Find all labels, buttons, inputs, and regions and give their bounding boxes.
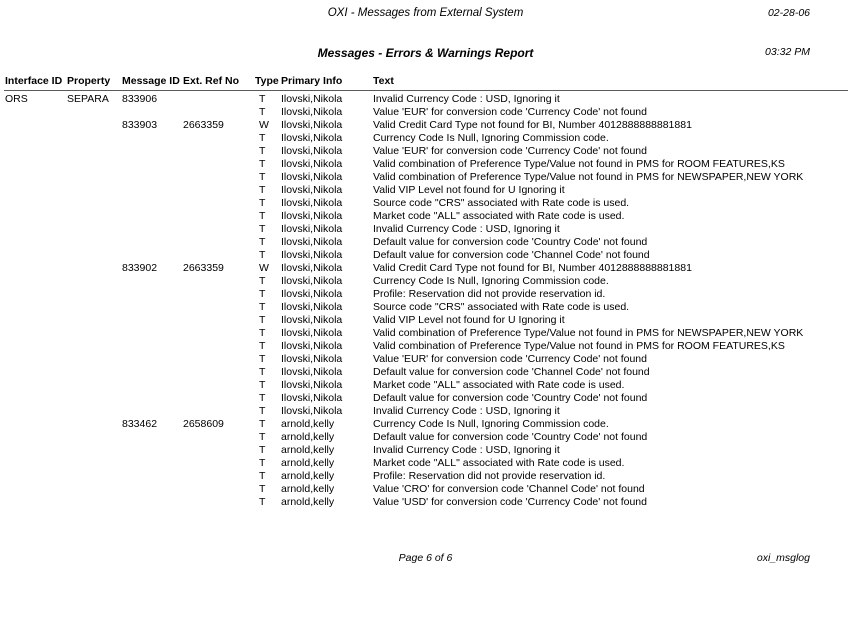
cell-type: T [259,483,266,495]
cell-text: Valid combination of Preference Type/Value not found in PMS for ROOM FEATURES,KS [373,340,785,352]
cell-primary-info: arnold,kelly [281,470,335,482]
cell-text: Profile: Reservation did not provide reservation id. [373,470,606,482]
table-row [0,418,851,431]
cell-text: Value 'EUR' for conversion code 'Currency Code' not found [373,353,647,365]
cell-type: W [259,119,269,131]
table-row [0,392,851,405]
table-row [0,405,851,418]
cell-text: Default value for conversion code 'Channel Code' not found [373,366,650,378]
table-row [0,197,851,210]
cell-primary-info: Ilovski,Nikola [281,223,343,235]
cell-primary-info: Ilovski,Nikola [281,197,343,209]
table-row [0,223,851,236]
column-header-property: Property [67,75,111,87]
cell-text: Value 'USD' for conversion code 'Currency Code' not found [373,496,647,508]
messages-table [0,75,851,509]
cell-type: T [259,288,266,300]
column-header-interface-id: Interface ID [5,75,63,87]
report-time: 03:32 PM [765,46,810,58]
cell-text: Value 'CRO' for conversion code 'Channel Code' not found [373,483,645,495]
cell-type: T [259,457,266,469]
cell-primary-info: Ilovski,Nikola [281,288,343,300]
cell-text: Valid Credit Card Type not found for BI, Number 4012888888881881 [373,262,692,274]
cell-type: W [259,262,269,274]
cell-text: Source code "CRS" associated with Rate code is used. [373,197,630,209]
cell-primary-info: Ilovski,Nikola [281,236,343,248]
cell-type: T [259,431,266,443]
table-row [0,106,851,119]
column-header-text: Text [373,75,394,87]
cell-primary-info: Ilovski,Nikola [281,184,343,196]
cell-type: T [259,340,266,352]
cell-text: Value 'EUR' for conversion code 'Currency Code' not found [373,106,647,118]
table-row [0,145,851,158]
header-divider [4,90,848,91]
cell-primary-info: Ilovski,Nikola [281,340,343,352]
cell-text: Profile: Reservation did not provide reservation id. [373,288,606,300]
cell-primary-info: Ilovski,Nikola [281,262,343,274]
table-row [0,340,851,353]
cell-type: T [259,106,266,118]
cell-type: T [259,93,266,105]
cell-primary-info: Ilovski,Nikola [281,171,343,183]
cell-text: Valid combination of Preference Type/Value not found in PMS for NEWSPAPER,NEW YORK [373,171,804,183]
table-row [0,171,851,184]
cell-type: T [259,314,266,326]
cell-primary-info: arnold,kelly [281,444,335,456]
table-row [0,444,851,457]
report-file-name: oxi_msglog [756,552,810,564]
cell-type: T [259,353,266,365]
table-row [0,132,851,145]
cell-text: Market code "ALL" associated with Rate code is used. [373,210,625,222]
cell-primary-info: Ilovski,Nikola [281,405,343,417]
cell-primary-info: Ilovski,Nikola [281,327,343,339]
table-row [0,301,851,314]
cell-primary-info: Ilovski,Nikola [281,132,343,144]
table-row [0,483,851,496]
table-row [0,457,851,470]
cell-primary-info: Ilovski,Nikola [281,106,343,118]
column-header-type: Type [255,75,279,87]
cell-type: T [259,236,266,248]
cell-type: T [259,145,266,157]
cell-primary-info: Ilovski,Nikola [281,93,343,105]
cell-primary-info: Ilovski,Nikola [281,353,343,365]
cell-type: T [259,158,266,170]
cell-text: Currency Code Is Null, Ignoring Commission code. [373,275,609,287]
report-date: 02-28-06 [767,7,810,19]
cell-type: T [259,197,266,209]
table-row [0,431,851,444]
cell-type: T [259,301,266,313]
cell-primary-info: arnold,kelly [281,483,335,495]
cell-primary-info: Ilovski,Nikola [281,301,343,313]
cell-text: Valid combination of Preference Type/Value not found in PMS for NEWSPAPER,NEW YORK [373,327,804,339]
cell-primary-info: Ilovski,Nikola [281,379,343,391]
cell-interface-id: ORS [5,93,28,105]
page-number: Page 6 of 6 [398,552,453,564]
cell-primary-info: Ilovski,Nikola [281,119,343,131]
cell-type: T [259,405,266,417]
cell-type: T [259,392,266,404]
report-title: OXI - Messages from External System [327,7,524,19]
table-row [0,496,851,509]
cell-primary-info: Ilovski,Nikola [281,366,343,378]
cell-text: Invalid Currency Code : USD, Ignoring it [373,405,560,417]
cell-text: Default value for conversion code 'Country Code' not found [373,236,648,248]
cell-primary-info: Ilovski,Nikola [281,249,343,261]
cell-text: Default value for conversion code 'Channel Code' not found [373,249,650,261]
report-subtitle: Messages - Errors & Warnings Report [317,46,534,60]
cell-text: Invalid Currency Code : USD, Ignoring it [373,223,560,235]
cell-type: T [259,418,266,430]
cell-type: T [259,470,266,482]
cell-type: T [259,379,266,391]
cell-text: Market code "ALL" associated with Rate code is used. [373,379,625,391]
cell-type: T [259,496,266,508]
cell-text: Invalid Currency Code : USD, Ignoring it [373,444,560,456]
cell-text: Value 'EUR' for conversion code 'Currency Code' not found [373,145,647,157]
table-row [0,314,851,327]
table-row [0,262,851,275]
cell-text: Currency Code Is Null, Ignoring Commission code. [373,418,609,430]
cell-primary-info: Ilovski,Nikola [281,145,343,157]
cell-primary-info: Ilovski,Nikola [281,275,343,287]
table-row [0,353,851,366]
table-row [0,379,851,392]
cell-type: T [259,223,266,235]
cell-property: SEPARA [67,93,109,105]
cell-primary-info: arnold,kelly [281,496,335,508]
cell-text: Currency Code Is Null, Ignoring Commission code. [373,132,609,144]
cell-message-id: 833902 [122,262,158,274]
cell-type: T [259,132,266,144]
cell-type: T [259,171,266,183]
table-row [0,288,851,301]
cell-text: Valid VIP Level not found for U Ignoring it [373,184,565,196]
column-header-ext-ref-no: Ext. Ref No [183,75,240,87]
cell-ext-ref-no: 2663359 [183,119,224,131]
cell-primary-info: arnold,kelly [281,418,335,430]
table-row [0,275,851,288]
cell-type: T [259,210,266,222]
cell-ext-ref-no: 2663359 [183,262,224,274]
cell-primary-info: arnold,kelly [281,431,335,443]
cell-type: T [259,366,266,378]
table-row [0,366,851,379]
cell-type: T [259,249,266,261]
table-row [0,93,851,106]
cell-text: Default value for conversion code 'Country Code' not found [373,392,648,404]
table-row [0,327,851,340]
cell-text: Valid VIP Level not found for U Ignoring it [373,314,565,326]
cell-text: Invalid Currency Code : USD, Ignoring it [373,93,560,105]
table-row [0,210,851,223]
table-row [0,470,851,483]
cell-text: Valid combination of Preference Type/Value not found in PMS for ROOM FEATURES,KS [373,158,785,170]
cell-text: Default value for conversion code 'Country Code' not found [373,431,648,443]
cell-text: Market code "ALL" associated with Rate code is used. [373,457,625,469]
column-header-message-id: Message ID [122,75,180,87]
table-body [0,93,851,509]
cell-primary-info: Ilovski,Nikola [281,392,343,404]
cell-type: T [259,327,266,339]
cell-text: Source code "CRS" associated with Rate code is used. [373,301,630,313]
cell-type: T [259,275,266,287]
cell-primary-info: Ilovski,Nikola [281,314,343,326]
column-header-primary-info: Primary Info [281,75,343,87]
cell-ext-ref-no: 2658609 [183,418,224,430]
cell-message-id: 833903 [122,119,158,131]
table-header [0,75,851,88]
table-row [0,184,851,197]
table-row [0,249,851,262]
cell-type: T [259,444,266,456]
table-row [0,119,851,132]
cell-message-id: 833906 [122,93,158,105]
cell-text: Valid Credit Card Type not found for BI, Number 4012888888881881 [373,119,692,131]
table-row [0,158,851,171]
cell-type: T [259,184,266,196]
cell-primary-info: arnold,kelly [281,457,335,469]
cell-primary-info: Ilovski,Nikola [281,158,343,170]
cell-message-id: 833462 [122,418,158,430]
table-row [0,236,851,249]
cell-primary-info: Ilovski,Nikola [281,210,343,222]
